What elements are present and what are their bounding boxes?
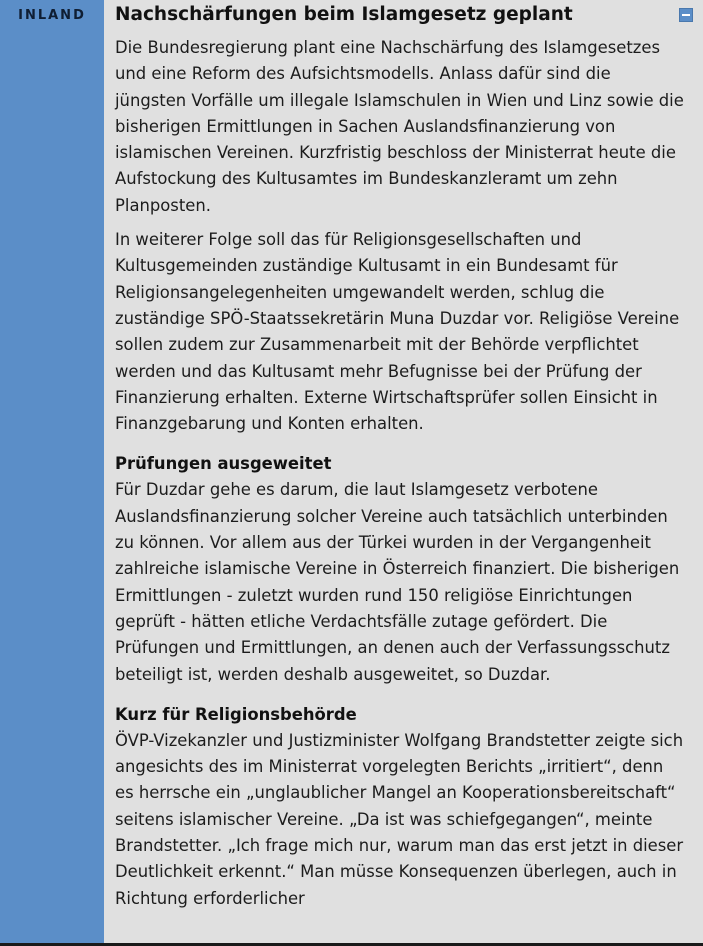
article (115, 3, 685, 912)
article-subheading: Kurz für Religionsbehörde (115, 704, 357, 724)
article-title: Nachschärfungen beim Islamgesetz geplant (115, 4, 573, 25)
section-sidebar (0, 0, 104, 946)
article-paragraph: ÖVP-Vizekanzler und Justizminister Wolfgang Brandstetter zeigte sich angesichts des im Ministerrat vorgelegten Berichts „irritiert“, denn es herrsche ein „unglaublicher Mangel an Kooperationsbereitschaft“ seitens islamischer Vereine. „Da ist was schiefgegangen“, meinte Brandstetter. „Ich frage mich nur, warum man das erst jetzt in dieser Deutlichkeit erkennt.“ Man müsse Konsequenzen überlegen, auch in Richtung erforderlicher (115, 730, 684, 908)
section-label: INLAND (18, 8, 86, 23)
article-panel (104, 0, 703, 946)
article-paragraph: In weiterer Folge soll das für Religionsgesellschaften und Kultusgemeinden zuständige Kultusamt in ein Bundesamt für Religionsangelegenheiten umgewandelt werden, schlug die zuständige SPÖ-Staatssekretärin Muna Duzdar vor. Religiöse Vereine sollen zudem zur Zusammenarbeit mit der Behörde verpflichtet werden und das Kultusamt mehr Befugnisse bei der Prüfung der Finanzierung erhalten. Externe Wirtschaftsprüfer sollen Einsicht in Finanzgebarung und Konten erhalten. (115, 230, 680, 434)
article-paragraph: Für Duzdar gehe es darum, die laut Islamgesetz verbotene Auslandsfinanzierung solcher Vereine auch tatsächlich unterbinden zu können. Vor allem aus der Türkei wurden in der Vergangenheit zahlreiche islamische Vereine in Österreich finanziert. Die bisherigen Ermittlungen - zuletzt wurden rund 150 religiöse Einrichtungen geprüft - hätten etliche Verdachtsfälle zutage gefördert. Die Prüfungen und Ermittlungen, an denen auch der Verfassungsschutz beteiligt ist, werden deshalb ausgeweitet, so Duzdar. (115, 480, 680, 684)
article-subheading: Prüfungen ausgeweitet (115, 454, 332, 474)
article-paragraph: Die Bundesregierung plant eine Nachschärfung des Islamgesetzes und eine Reform des Aufsichtsmodells. Anlass dafür sind die jüngsten Vorfälle um illegale Islamschulen in Wien und Linz sowie die bisherigen Ermittlungen in Sachen Auslandsfinanzierung von islamischen Vereinen. Kurzfristig beschloss der Ministerrat heute die Aufstockung des Kultusamtes im Bundeskanzleramt um zehn Planposten. (115, 38, 684, 215)
